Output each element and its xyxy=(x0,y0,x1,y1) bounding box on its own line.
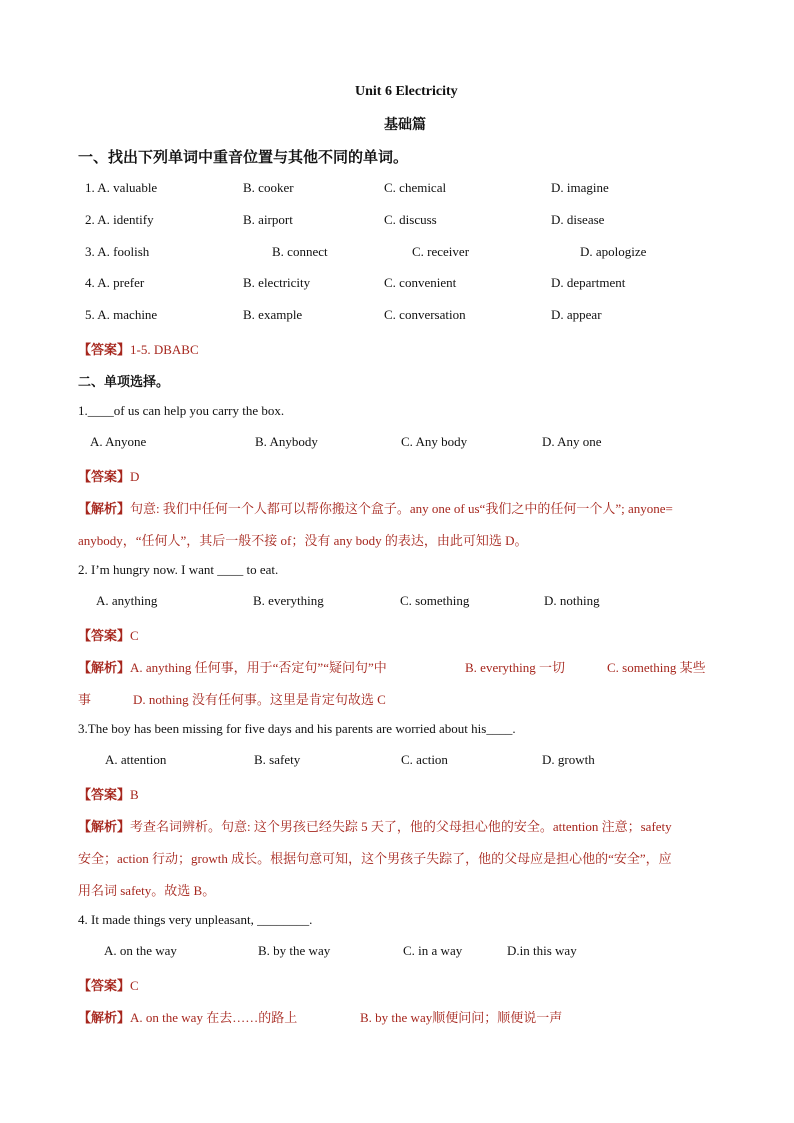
option-b: B. connect xyxy=(272,244,328,259)
q2-explanation-line2a: 事 xyxy=(78,692,92,707)
answer-tag: 【答案】 xyxy=(78,469,131,484)
answer-value: B xyxy=(130,787,139,802)
q3-answer xyxy=(78,784,139,804)
q4-option-c: C. in a way xyxy=(403,943,463,958)
section1-heading: 一、找出下列单词中重音位置与其他不同的单词。 xyxy=(78,150,409,166)
section2-heading: 二、单项选择。 xyxy=(78,374,170,389)
q3-option-c: C. action xyxy=(401,752,448,767)
option-b: B. example xyxy=(243,307,303,322)
question-2-stem: 2. I’m hungry now. I want ____ to eat. xyxy=(78,562,279,577)
q2-explanation-line2b: D. nothing 没有任何事。这里是肯定句故选 C xyxy=(133,692,386,707)
option-a: 1. A. valuable xyxy=(85,180,158,195)
doc-subtitle: 基础篇 xyxy=(384,118,426,133)
option-b: B. airport xyxy=(243,212,293,227)
answer-value: D xyxy=(130,469,140,484)
q3-explanation-line3: 用名词 safety。故选 B。 xyxy=(78,883,216,898)
answer-tag: 【答案】 xyxy=(78,342,131,357)
q4-option-d: D.in this way xyxy=(507,943,577,958)
answer-value: 1-5. DBABC xyxy=(130,342,199,357)
option-c: C. chemical xyxy=(384,180,447,195)
option-a: 3. A. foolish xyxy=(85,244,150,259)
q1-option-b: B. Anybody xyxy=(255,434,318,449)
q2-option-b: B. everything xyxy=(253,593,324,608)
explanation-text: A. on the way 在去……的路上 xyxy=(130,1010,298,1025)
option-c: C. receiver xyxy=(412,244,470,259)
q4-explanation-line1 xyxy=(78,1007,297,1027)
answer-value: C xyxy=(130,978,139,993)
q1-answer xyxy=(78,466,139,486)
option-d: D. imagine xyxy=(551,180,609,195)
explain-tag: 【解析】 xyxy=(78,1010,131,1025)
q1-explanation-line2: anybody，“任何人”，其后一般不接 of；没有 any body 的表达，由此可知选 D。 xyxy=(78,533,528,548)
q2-option-d: D. nothing xyxy=(544,593,600,608)
q4-option-b: B. by the way xyxy=(258,943,331,958)
option-c: C. convenient xyxy=(384,275,457,290)
explanation-text: A. anything 任何事，用于“否定句”“疑问句”中 xyxy=(130,660,387,675)
q1-explanation-line1 xyxy=(78,498,673,518)
q2-answer xyxy=(78,625,139,645)
q3-option-a: A. attention xyxy=(105,752,167,767)
doc-title: Unit 6 Electricity xyxy=(355,84,458,99)
section1-answer xyxy=(78,339,199,359)
option-d: D. apologize xyxy=(580,244,647,259)
q3-explanation-line1 xyxy=(78,816,672,836)
answer-tag: 【答案】 xyxy=(78,628,131,643)
option-b: B. cooker xyxy=(243,180,294,195)
explanation-text: 考查名词辨析。句意: 这个男孩已经失踪 5 天了，他的父母担心他的安全。attention 注意；safety xyxy=(130,819,672,834)
option-c: C. conversation xyxy=(384,307,466,322)
answer-tag: 【答案】 xyxy=(78,787,131,802)
q2-explanation-c: C. something 某些 xyxy=(607,660,706,675)
q2-explanation-line1 xyxy=(78,657,387,677)
option-c: C. discuss xyxy=(384,212,437,227)
option-a: 2. A. identify xyxy=(85,212,154,227)
explain-tag: 【解析】 xyxy=(78,501,131,516)
explanation-text: 句意: 我们中任何一个人都可以帮你搬这个盒子。any one of us“我们之中的任何一个人”; anyone= xyxy=(130,501,673,516)
q4-answer xyxy=(78,975,139,995)
option-b: B. electricity xyxy=(243,275,311,290)
option-a: 5. A. machine xyxy=(85,307,158,322)
answer-tag: 【答案】 xyxy=(78,978,131,993)
question-1-stem: 1.____of us can help you carry the box. xyxy=(78,403,285,418)
q4-explanation-b: B. by the way顺便问问；顺便说一声 xyxy=(360,1010,563,1025)
explain-tag: 【解析】 xyxy=(78,819,131,834)
q1-option-a: A. Anyone xyxy=(90,434,147,449)
q2-option-a: A. anything xyxy=(96,593,158,608)
q2-explanation-b: B. everything 一切 xyxy=(465,660,566,675)
option-a: 4. A. prefer xyxy=(85,275,145,290)
q3-option-b: B. safety xyxy=(254,752,301,767)
option-d: D. disease xyxy=(551,212,605,227)
answer-value: C xyxy=(130,628,139,643)
q3-explanation-line2: 安全；action 行动；growth 成长。根据句意可知，这个男孩子失踪了，他的父母应是担心他的“安全”，应 xyxy=(78,851,672,866)
q1-option-c: C. Any body xyxy=(401,434,468,449)
explain-tag: 【解析】 xyxy=(78,660,131,675)
question-3-stem: 3.The boy has been missing for five days and his parents are worried about his____. xyxy=(78,721,516,736)
q2-option-c: C. something xyxy=(400,593,470,608)
q4-option-a: A. on the way xyxy=(104,943,177,958)
q3-option-d: D. growth xyxy=(542,752,595,767)
option-d: D. department xyxy=(551,275,626,290)
question-4-stem: 4. It made things very unpleasant, ________. xyxy=(78,912,313,927)
q1-option-d: D. Any one xyxy=(542,434,602,449)
option-d: D. appear xyxy=(551,307,602,322)
